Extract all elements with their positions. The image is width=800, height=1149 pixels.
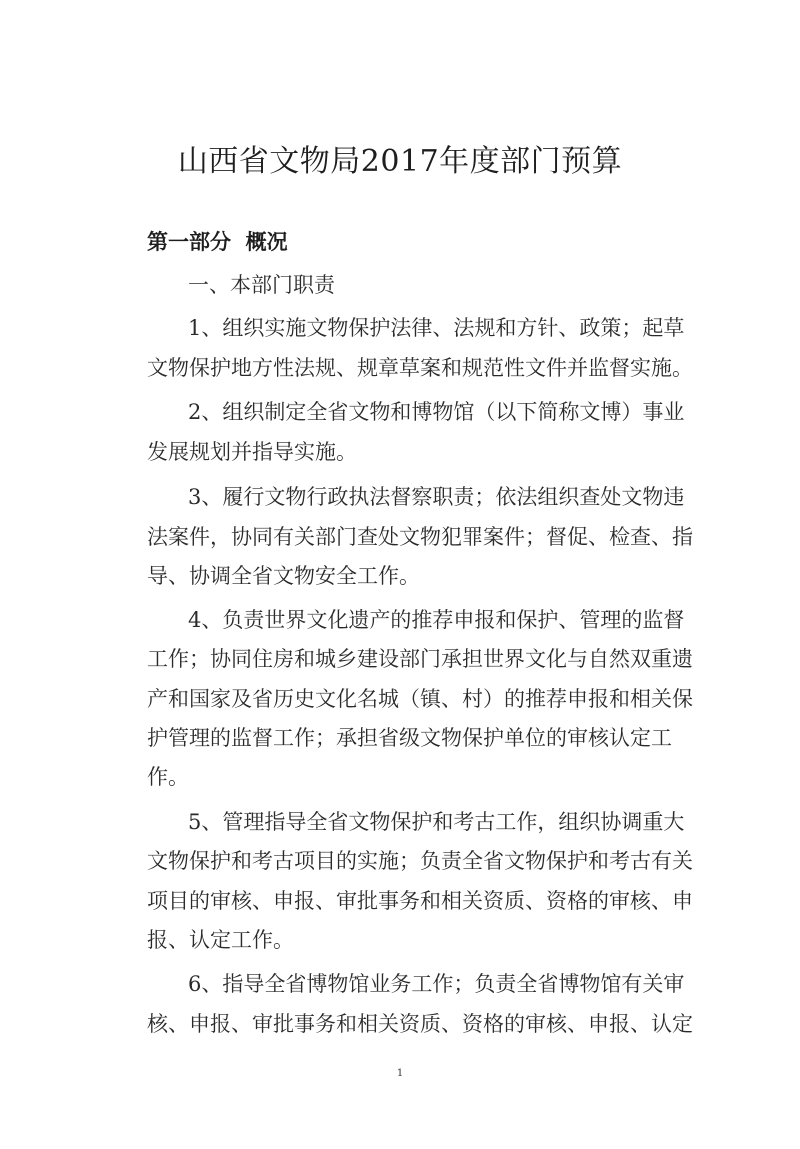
paragraph-4-line-5: 作。 — [147, 765, 189, 789]
page-number: 1 — [396, 1068, 404, 1079]
paragraph-5-line-1: 5、管理指导全省文物保护和考古工作，组织协调重大 — [188, 810, 685, 834]
paragraph-1-line-2: 文物保护地方性法规、规章草案和规范性文件并监督实施。 — [147, 356, 693, 380]
paragraph-2-line-2: 发展规划并指导实施。 — [147, 440, 357, 464]
paragraph-6-line-2: 核、申报、审批事务和相关资质、资格的审核、申报、认定 — [147, 1012, 693, 1036]
paragraph-6-line-1: 6、指导全省博物馆业务工作；负责全省博物馆有关审 — [188, 972, 685, 996]
paragraph-5-line-4: 报、认定工作。 — [147, 928, 294, 952]
paragraph-3-line-3: 导、协调全省文物安全工作。 — [147, 564, 420, 588]
section-heading: 第一部分 概况 — [147, 230, 288, 254]
paragraph-2-line-1: 2、组织制定全省文物和博物馆（以下简称文博）事业 — [188, 400, 685, 424]
paragraph-1-line-1: 1、组织实施文物保护法律、法规和方针、政策；起草 — [188, 316, 685, 340]
paragraph-5-line-3: 项目的审核、申报、审批事务和相关资质、资格的审核、申 — [147, 889, 693, 913]
subheading: 一、本部门职责 — [188, 273, 335, 297]
paragraph-3-line-1: 3、履行文物行政执法督察职责；依法组织查处文物违 — [188, 485, 685, 509]
paragraph-4-line-1: 4、负责世界文化遗产的推荐申报和保护、管理的监督 — [188, 608, 685, 632]
paragraph-4-line-2: 工作；协同住房和城乡建设部门承担世界文化与自然双重遗 — [147, 647, 693, 671]
paragraph-3-line-2: 法案件，协同有关部门查处文物犯罪案件；督促、检查、指 — [147, 525, 693, 549]
document-title: 山西省文物局2017年度部门预算 — [177, 144, 623, 179]
paragraph-4-line-3: 产和国家及省历史文化名城（镇、村）的推荐申报和相关保 — [147, 687, 693, 711]
paragraph-4-line-4: 护管理的监督工作；承担省级文物保护单位的审核认定工 — [147, 726, 672, 750]
paragraph-5-line-2: 文物保护和考古项目的实施；负责全省文物保护和考古有关 — [147, 849, 693, 873]
